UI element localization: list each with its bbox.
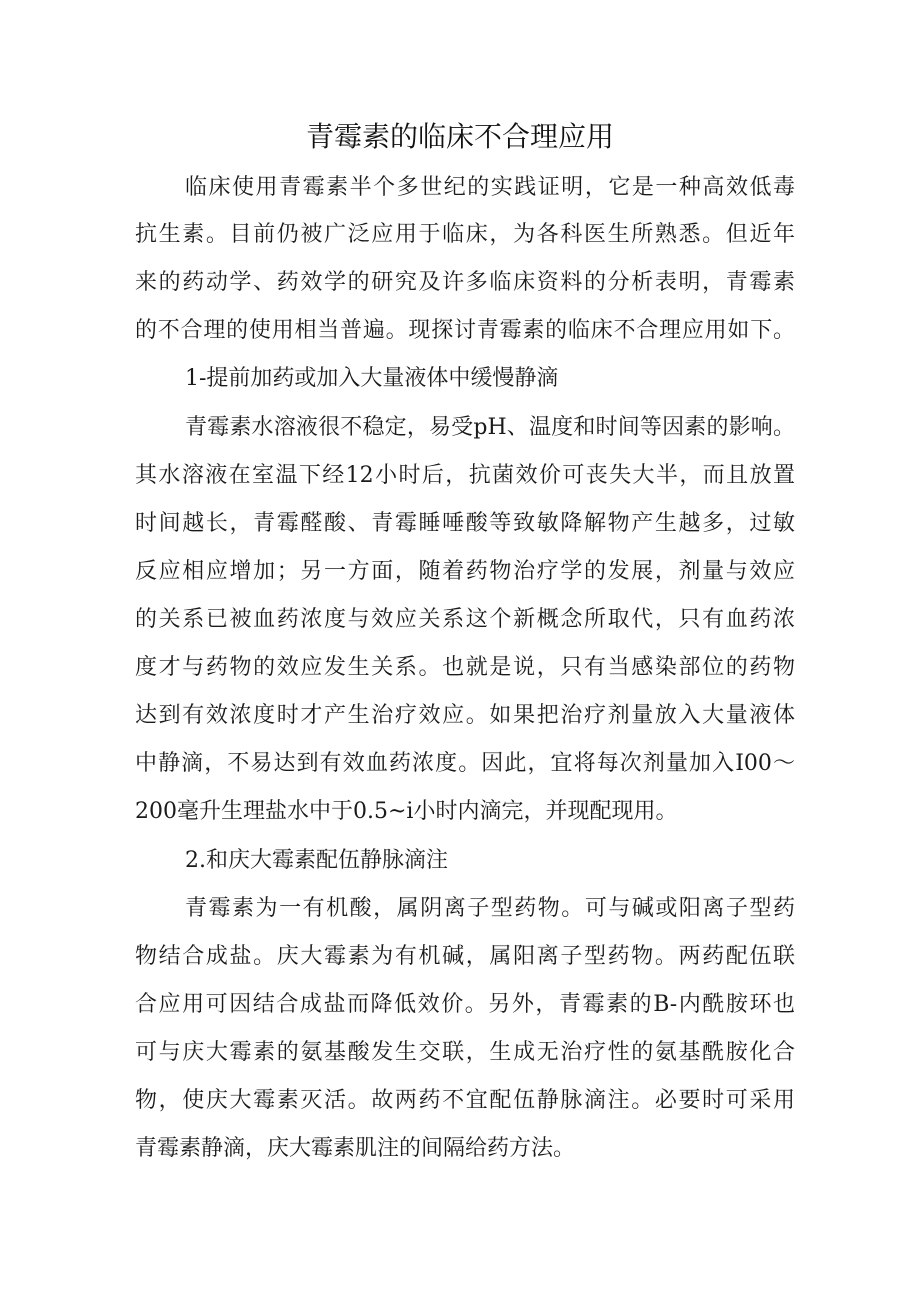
paragraph-line: 的关系已被血药浓度与效应关系这个新概念所取代，只有血药浓 — [135, 607, 795, 632]
paragraph-line: 度才与药物的效应发生关系。也就是说，只有当感染部位的药物 — [135, 655, 795, 680]
intro-line: 的不合理的使用相当普遍。现探讨青霉素的临床不合理应用如下。 — [135, 318, 795, 343]
paragraph-line: 青霉素为一有机酸，属阴离子型药物。可与碱或阳离子型药 — [185, 896, 795, 921]
paragraph-line: 可与庆大霉素的氨基酸发生交联，生成无治疗性的氨基酰胺化合 — [135, 1040, 795, 1065]
paragraph-line: 青霉素水溶液很不稳定，易受pH、温度和时间等因素的影响。 — [185, 415, 795, 440]
paragraph-line: 200毫升生理盐水中于0.5~i小时内滴完，并现配现用。 — [135, 799, 678, 824]
intro-line: 临床使用青霉素半个多世纪的实践证明，它是一种高效低毒 — [185, 175, 795, 200]
section-heading: 1-提前加药或加入大量液体中缓慢静滴 — [185, 366, 559, 391]
paragraph-line: 物结合成盐。庆大霉素为有机碱，属阳离子型药物。两药配伍联 — [135, 944, 795, 969]
section-heading: 2.和庆大霉素配伍静脉滴注 — [185, 848, 448, 873]
paragraph-line: 时间越长，青霉醛酸、青霉睡唾酸等致敏降解物产生越多，过敏 — [135, 511, 795, 536]
page-title: 青霉素的临床不合理应用 — [305, 120, 614, 153]
paragraph-line: 青霉素静滴，庆大霉素肌注的间隔给药方法。 — [135, 1136, 576, 1161]
intro-line: 来的药动学、药效学的研究及许多临床资料的分析表明，青霉素 — [135, 270, 795, 295]
paragraph-line: 反应相应增加；另一方面，随着药物治疗学的发展，剂量与效应 — [135, 559, 795, 584]
paragraph-line: 合应用可因结合成盐而降低效价。另外，青霉素的B-内酰胺环也 — [135, 992, 795, 1017]
paragraph-line: 物，使庆大霉素灭活。故两药不宜配伍静脉滴注。必要时可采用 — [135, 1088, 795, 1113]
paragraph-line: 中静滴，不易达到有效血药浓度。因此，宜将每次剂量加入I00～ — [135, 751, 795, 776]
paragraph-line: 达到有效浓度时才产生治疗效应。如果把治疗剂量放入大量液体 — [135, 703, 795, 728]
intro-line: 抗生素。目前仍被广泛应用于临床，为各科医生所熟悉。但近年 — [135, 222, 795, 247]
paragraph-line: 其水溶液在室温下经12小时后，抗菌效价可丧失大半，而且放置 — [135, 463, 795, 488]
